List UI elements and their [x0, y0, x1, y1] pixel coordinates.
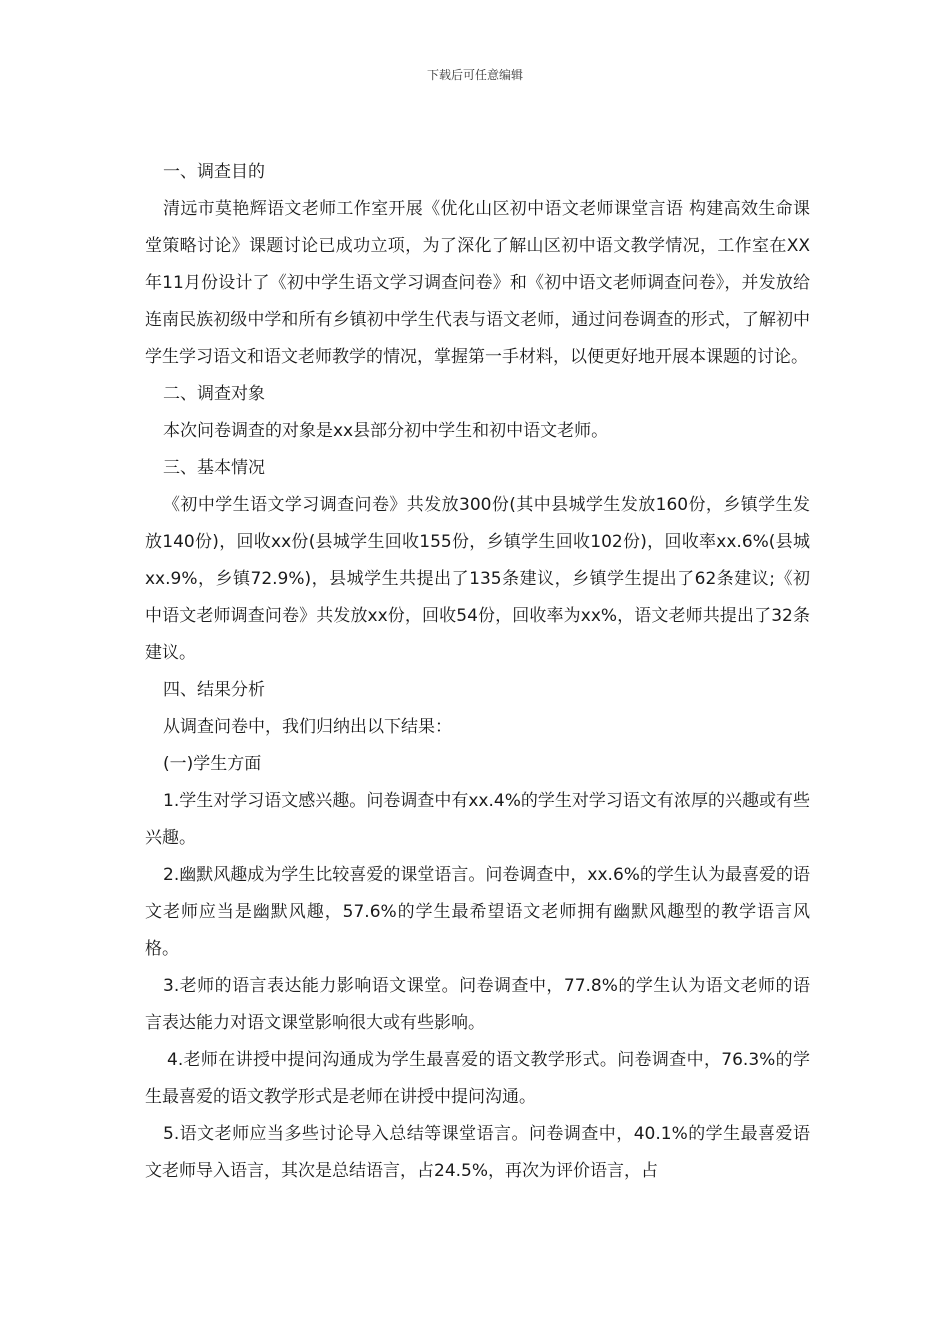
page-header: 下载后可任意编辑 — [426, 68, 523, 82]
list-item-4: 4.老师在讲授中提问沟通成为学生最喜爱的语文教学形式。问卷调查中，76.3%的学生最喜爱的语文教学形式是老师在讲授中提问沟通。 — [145, 1050, 810, 1107]
section-4-paragraph: 从调查问卷中，我们归纳出以下结果： — [163, 717, 452, 737]
list-item-1: 1.学生对学习语文感兴趣。问卷调查中有xx.4%的学生对学习语文有浓厚的兴趣或有些兴趣。 — [145, 791, 810, 848]
list-item-3: 3.老师的语言表达能力影响语文课堂。问卷调查中，77.8%的学生认为语文老师的语言表达能力对语文课堂影响很大或有些影响。 — [145, 976, 810, 1033]
section-4-title: 四、结果分析 — [163, 680, 265, 700]
list-item-2: 2.幽默风趣成为学生比较喜爱的课堂语言。问卷调查中，xx.6%的学生认为最喜爱的语文老师应当是幽默风趣，57.6%的学生最希望语文老师拥有幽默风趣型的教学语言风格。 — [145, 865, 810, 959]
subsection-students-title: (一)学生方面 — [163, 754, 262, 774]
section-2-title: 二、调查对象 — [163, 384, 265, 404]
section-1-title: 一、调查目的 — [163, 162, 265, 182]
section-1-paragraph: 清远市莫艳辉语文老师工作室开展《优化山区初中语文老师课堂言语 构建高效生命课堂策略讨论》课题讨论已成功立项，为了深化了解山区初中语文教学情况，工作室在XX年11月份设计了《初中学生语文学习调查问卷》和《初中语文老师调查问卷》，并发放给连南民族初级中学和所有乡镇初中学生代表与语文老师，通过问卷调查的形式，了解初中学生学习语文和语文老师教学的情况，掌握第一手材料，以便更好地开展本课题的讨论。 — [145, 199, 810, 367]
list-item-5: 5.语文老师应当多些讨论导入总结等课堂语言。问卷调查中，40.1%的学生最喜爱语文老师导入语言，其次是总结语言，占24.5%，再次为评价语言，占 — [145, 1124, 810, 1181]
section-3-paragraph: 《初中学生语文学习调查问卷》共发放300份(其中县城学生发放160份，乡镇学生发放140份)，回收xx份(县城学生回收155份，乡镇学生回收102份)，回收率xx.6%(县城xx.9%，乡镇72.9%)，县城学生共提出了135条建议，乡镇学生提出了62条建议;《初中语文老师调查问卷》共发放xx份，回收54份，回收率为xx%，语文老师共提出了32条建议。 — [145, 495, 810, 663]
section-2-paragraph: 本次问卷调查的对象是xx县部分初中学生和初中语文老师。 — [163, 421, 609, 441]
document-body — [145, 154, 810, 1190]
section-3-title: 三、基本情况 — [163, 458, 265, 478]
